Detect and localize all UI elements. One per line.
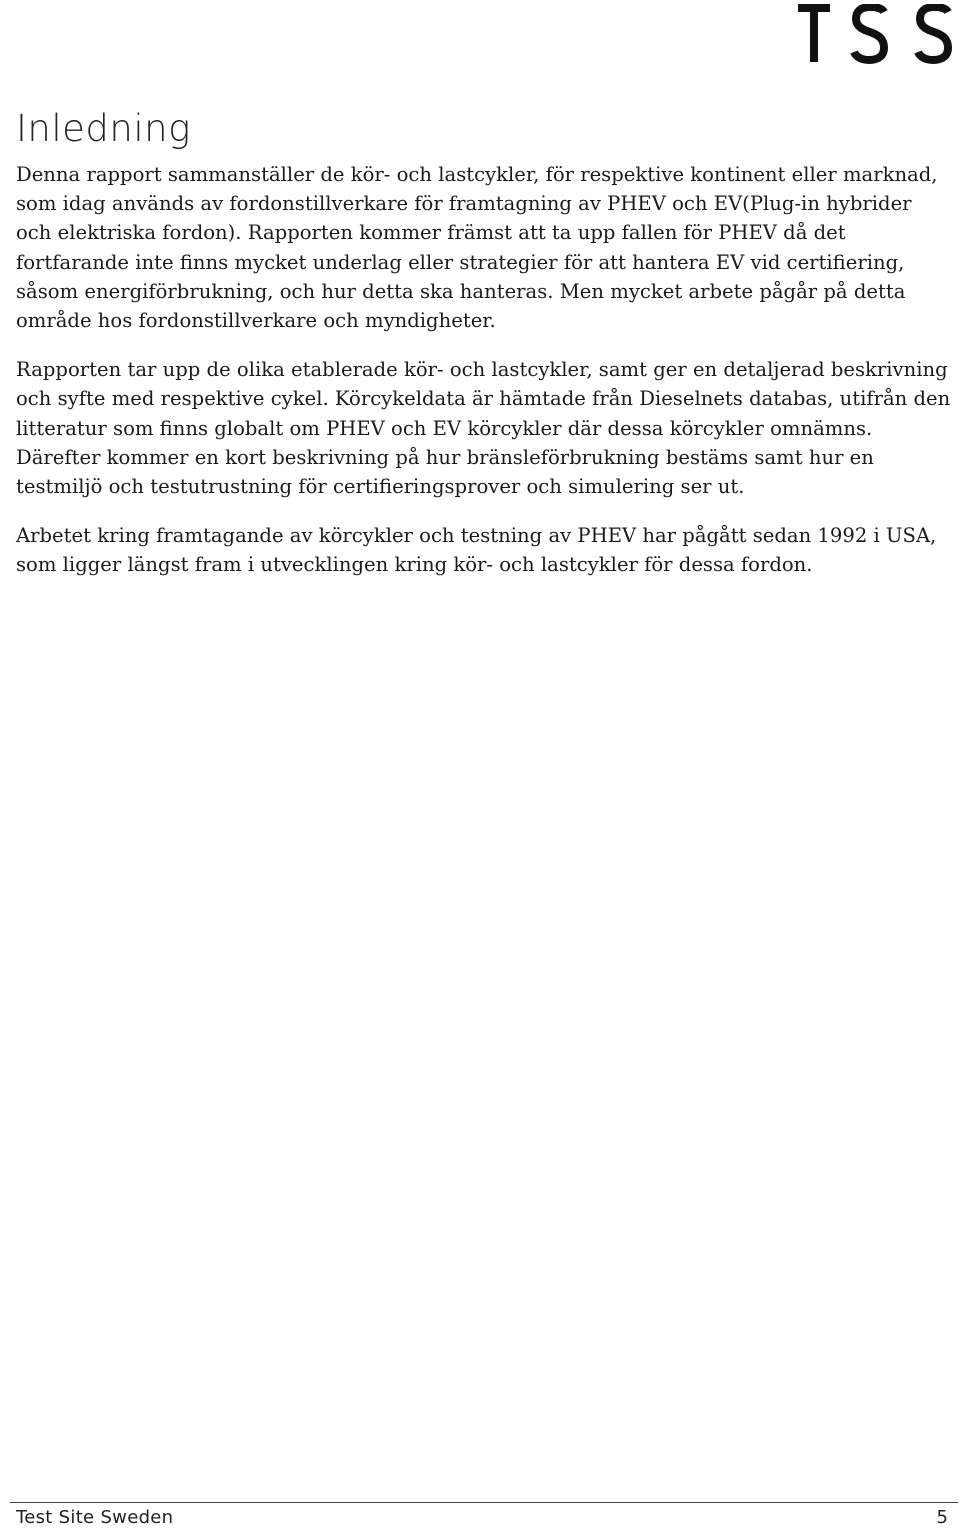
tss-logo [798, 4, 956, 64]
footer-divider [10, 1502, 958, 1503]
paragraph-intro: Denna rapport sammanställer de kör- och lastcykler, för respektive kontinent eller marknad, som idag används av fordonstillverkare för framtagning av PHEV och EV(Plug-in hybrider och elektriska fordon). Rapporten kommer främst att ta upp fallen för PHEV då det fortfarande inte finns mycket underlag eller strategier för att hantera EV vid certifiering, såsom energiförbrukning, och hur detta ska hanteras. Men mycket arbete pågår på detta område hos fordonstillverkare och myndigheter. [16, 163, 938, 333]
paragraph-cycles: Rapporten tar upp de olika etablerade kör- och lastcykler, samt ger en detaljerad beskrivning och syfte med respektive cykel. Körcykeldata är hämtade från Dieselnets databas, utifrån den litteratur som finns globalt om PHEV och EV körcykler där dessa körcykler omnämns. [16, 358, 951, 440]
body-text [16, 160, 951, 600]
paragraph-fuel-consumption: Därefter kommer en kort beskrivning på hur bränsleförbrukning bestäms samt hur en testmiljö och testutrustning för certifieringsprover och simulering ser ut. [16, 445, 874, 499]
paragraph-history: Arbetet kring framtagande av körcykler och testning av PHEV har pågått sedan 1992 i USA, som ligger längst fram i utvecklingen kring kör- och lastcykler för dessa fordon. [16, 524, 937, 577]
page-number: 5 [936, 1507, 948, 1528]
footer-organization: Test Site Sweden [16, 1507, 174, 1528]
page-title: Inledning [16, 107, 191, 150]
